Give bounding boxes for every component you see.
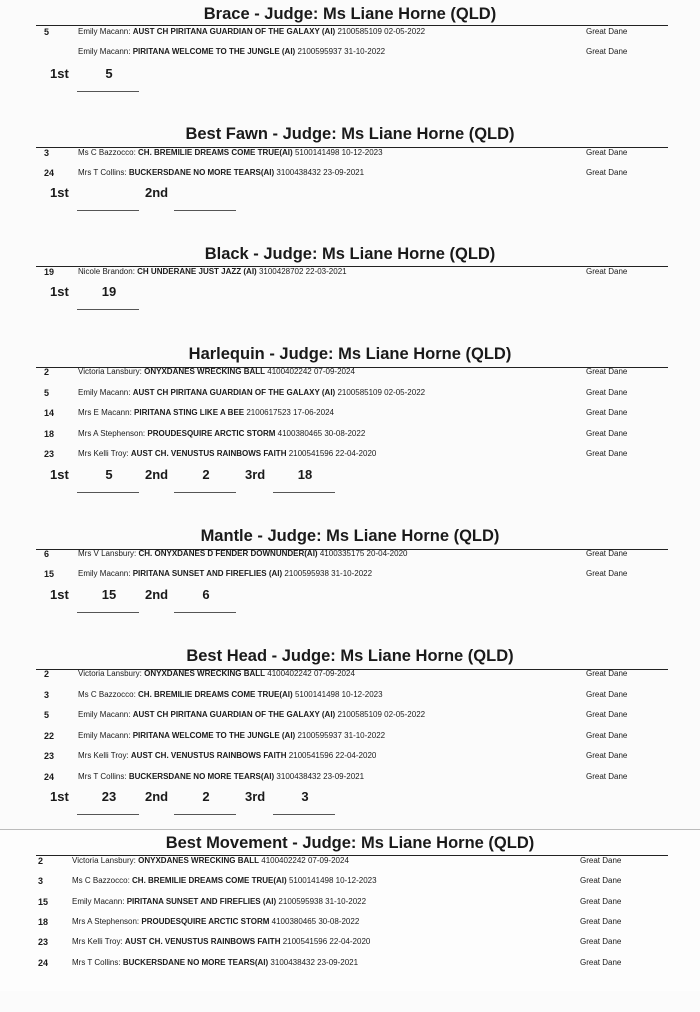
dog-name: AUST CH. VENUSTUS RAINBOWS FAITH [130, 751, 287, 760]
catalogue-number: 19 [44, 267, 55, 277]
exhibitor-name: Mrs V Lansbury: [78, 549, 137, 558]
exhibitor-name: Mrs T Collins: [72, 957, 121, 967]
catalogue-number: 5 [44, 387, 50, 398]
breed-label: Great Dane [586, 168, 628, 177]
placing-underline [77, 91, 139, 92]
exhibitor-name: Emily Macann: [78, 47, 131, 56]
placing-label: 1st [50, 789, 69, 804]
entry-details [72, 894, 366, 910]
catalogue-number: 2 [44, 367, 50, 377]
exhibitor-name: Mrs A Stephenson: [72, 916, 140, 926]
breed-label: Great Dane [586, 569, 628, 578]
placings-row [0, 786, 700, 808]
class-section [0, 343, 700, 523]
catalogue-number: 18 [38, 916, 49, 927]
catalogue-number: 23 [38, 937, 49, 948]
breed-label: Great Dane [586, 47, 628, 56]
class-title: Black - Judge: Ms Liane Horne (QLD) [204, 245, 496, 263]
placings-row [0, 63, 700, 85]
entry-details [78, 44, 385, 60]
entry-details [78, 385, 425, 401]
entry-row [0, 687, 700, 703]
breed-label: Great Dane [586, 549, 628, 558]
entry-details [78, 566, 372, 582]
placing-value: 19 [101, 284, 117, 299]
registration-details: 2100595937 31-10-2022 [297, 47, 386, 56]
dog-name: BUCKERSDANE NO MORE TEARS(AI) [128, 771, 275, 781]
catalogue-number: 6 [44, 549, 50, 559]
breed-label: Great Dane [586, 689, 628, 699]
catalogue-number: 3 [44, 689, 50, 700]
exhibitor-name: Emily Macann: [72, 896, 125, 906]
entry-row [0, 385, 700, 401]
registration-details: 3100428702 22-03-2021 [258, 267, 347, 276]
entry-details [78, 426, 365, 442]
placing-value: 6 [202, 587, 210, 602]
dog-name: ONYXDANES WRECKING BALL [138, 856, 260, 865]
catalogue-number: 5 [44, 710, 50, 720]
exhibitor-name: Emily Macann: [78, 730, 131, 740]
placing-value: 18 [297, 467, 313, 482]
breed-label: Great Dane [586, 710, 628, 719]
dog-name: BUCKERSDANE NO MORE TEARS(AI) [122, 957, 269, 967]
catalogue-number: 14 [44, 408, 55, 418]
breed-label: Great Dane [580, 957, 622, 967]
catalogue-number: 24 [44, 771, 55, 782]
entry-details [78, 446, 376, 462]
entry-details [78, 666, 355, 682]
registration-details: 5100141498 10-12-2023 [294, 148, 383, 157]
entry-row [0, 873, 694, 889]
placing-underline [174, 814, 236, 815]
exhibitor-name: Mrs T Collins: [78, 168, 127, 177]
placing-underline [174, 210, 236, 211]
exhibitor-name: Mrs A Stephenson: [78, 428, 146, 438]
breed-label: Great Dane [586, 387, 628, 397]
placing-value: 2 [202, 789, 210, 804]
registration-details: 4100335175 20-04-2020 [319, 549, 408, 558]
entry-details [78, 748, 376, 764]
dog-name: PIRITANA STING LIKE A BEE [134, 408, 245, 417]
entry-details [72, 853, 349, 869]
dog-name: PIRITANA SUNSET AND FIREFLIES (AI) [126, 896, 277, 906]
placing-label: 1st [50, 66, 69, 81]
catalogue-number: 18 [44, 428, 55, 439]
placings-row [0, 182, 700, 204]
entry-row [0, 405, 700, 421]
exhibitor-name: Emily Macann: [78, 387, 131, 397]
entry-details [78, 546, 407, 562]
dog-name: CH UNDERANE JUST JAZZ (AI) [137, 267, 257, 276]
catalogue-number: 3 [38, 876, 44, 887]
registration-details: 2100585109 02-05-2022 [337, 387, 426, 397]
placing-underline [77, 492, 139, 493]
breed-label: Great Dane [586, 771, 628, 781]
placing-value: 5 [105, 467, 113, 482]
catalogue-number: 2 [44, 669, 50, 679]
exhibitor-name: Mrs T Collins: [78, 771, 127, 781]
placing-label: 1st [50, 587, 69, 602]
class-title: Best Fawn - Judge: Ms Liane Horne (QLD) [185, 125, 515, 143]
catalogue-number: 22 [44, 730, 55, 741]
entry-details [72, 873, 377, 889]
entry-details [72, 934, 370, 950]
breed-label: Great Dane [586, 669, 628, 678]
entry-row [0, 955, 694, 971]
placing-value: 23 [101, 789, 117, 804]
entry-row [0, 894, 694, 910]
exhibitor-name: Nicole Brandon: [78, 267, 135, 276]
dog-name: PROUDESQUIRE ARCTIC STORM [141, 916, 270, 926]
dog-name: AUST CH. VENUSTUS RAINBOWS FAITH [124, 937, 281, 947]
exhibitor-name: Mrs E Macann: [78, 408, 132, 417]
placing-underline [77, 814, 139, 815]
dog-name: CH. BREMILIE DREAMS COME TRUE(AI) [138, 148, 293, 157]
breed-label: Great Dane [586, 408, 628, 417]
registration-details: 5100141498 10-12-2023 [294, 689, 383, 699]
registration-details: 2100595937 31-10-2022 [297, 730, 386, 740]
entry-row [0, 145, 700, 161]
breed-label: Great Dane [586, 148, 628, 157]
placing-underline [273, 814, 335, 815]
entry-row [0, 364, 700, 380]
registration-details: 2100595938 31-10-2022 [284, 569, 373, 578]
registration-details: 2100541596 22-04-2020 [282, 937, 371, 947]
catalogue-number: 15 [44, 569, 55, 579]
entry-row [0, 728, 700, 744]
placing-label: 2nd [145, 587, 169, 602]
breed-label: Great Dane [586, 751, 628, 760]
entry-row [0, 165, 700, 181]
registration-details: 4100380465 30-08-2022 [271, 916, 360, 926]
breed-label: Great Dane [580, 916, 622, 926]
entry-details [78, 24, 425, 40]
exhibitor-name: Victoria Lansbury: [78, 669, 142, 678]
placings-row [0, 464, 700, 486]
placing-label: 2nd [145, 789, 169, 804]
entry-row [0, 748, 700, 764]
registration-details: 2100585109 02-05-2022 [337, 710, 426, 719]
placing-underline [77, 612, 139, 613]
dog-name: CH. BREMILIE DREAMS COME TRUE(AI) [132, 876, 287, 886]
breed-label: Great Dane [580, 937, 622, 947]
exhibitor-name: Mrs Kelli Troy: [78, 449, 129, 458]
placing-label: 2nd [145, 467, 169, 482]
entry-row [0, 914, 694, 930]
dog-name: ONYXDANES WRECKING BALL [144, 669, 266, 678]
entry-row [0, 446, 700, 462]
class-title: Mantle - Judge: Ms Liane Horne (QLD) [200, 527, 500, 545]
entry-row [0, 769, 700, 785]
entry-details [78, 264, 347, 280]
registration-details: 2100541596 22-04-2020 [288, 751, 377, 760]
placing-underline [273, 492, 335, 493]
entry-details [78, 364, 355, 380]
entry-row [0, 264, 700, 280]
dog-name: CH. BREMILIE DREAMS COME TRUE(AI) [138, 689, 293, 699]
dog-name: AUST CH PIRITANA GUARDIAN OF THE GALAXY (AI) [132, 710, 336, 719]
entry-details [78, 707, 425, 723]
dog-name: BUCKERSDANE NO MORE TEARS(AI) [128, 168, 275, 177]
class-section [0, 832, 700, 1012]
breed-label: Great Dane [586, 367, 628, 376]
entry-row [0, 934, 694, 950]
entry-row [0, 44, 700, 60]
catalogue-number: 24 [38, 957, 49, 968]
entry-row [0, 666, 700, 682]
catalogue-number: 23 [44, 751, 55, 761]
entry-details [78, 145, 383, 161]
exhibitor-name: Emily Macann: [78, 27, 131, 36]
placing-label: 1st [50, 284, 69, 299]
dog-name: CH. ONYXDANES D FENDER DOWNUNDER(AI) [138, 549, 318, 558]
breed-label: Great Dane [586, 27, 628, 36]
breed-label: Great Dane [586, 449, 628, 458]
breed-label: Great Dane [580, 856, 622, 865]
dog-name: AUST CH PIRITANA GUARDIAN OF THE GALAXY (AI) [132, 27, 336, 36]
catalogue-number: 24 [44, 168, 55, 178]
registration-details: 2100595938 31-10-2022 [278, 896, 367, 906]
entry-details [78, 405, 334, 421]
exhibitor-name: Mrs Kelli Troy: [78, 751, 129, 760]
breed-label: Great Dane [580, 896, 622, 906]
exhibitor-name: Emily Macann: [78, 710, 131, 719]
placing-value: 3 [301, 789, 309, 804]
catalogue-number: 2 [38, 856, 44, 866]
class-title: Brace - Judge: Ms Liane Horne (QLD) [203, 5, 497, 23]
entry-details [72, 955, 358, 971]
placings-row [0, 584, 700, 606]
dog-name: PROUDESQUIRE ARCTIC STORM [147, 428, 276, 438]
class-title: Best Head - Judge: Ms Liane Horne (QLD) [186, 647, 514, 665]
registration-details: 3100438432 23-09-2021 [276, 168, 365, 177]
entry-row [0, 707, 700, 723]
registration-details: 3100438432 23-09-2021 [276, 771, 365, 781]
catalogue-number: 5 [44, 27, 50, 37]
placing-underline [77, 210, 139, 211]
registration-details: 2100541596 22-04-2020 [288, 449, 377, 458]
dog-name: PIRITANA WELCOME TO THE JUNGLE (AI) [132, 730, 296, 740]
placing-underline [174, 492, 236, 493]
class-title: Best Movement - Judge: Ms Liane Horne (QLD) [165, 834, 535, 852]
exhibitor-name: Emily Macann: [78, 569, 131, 578]
placing-label: 1st [50, 185, 69, 200]
entry-row [0, 24, 700, 40]
placings-row [0, 281, 700, 303]
exhibitor-name: Victoria Lansbury: [72, 856, 136, 865]
breed-label: Great Dane [586, 267, 628, 276]
dog-name: AUST CH PIRITANA GUARDIAN OF THE GALAXY (AI) [132, 387, 336, 397]
exhibitor-name: Ms C Bazzocco: [72, 876, 130, 886]
class-section [0, 645, 700, 825]
dog-name: ONYXDANES WRECKING BALL [144, 367, 266, 376]
registration-details: 4100402242 07-09-2024 [267, 367, 355, 376]
exhibitor-name: Mrs Kelli Troy: [72, 937, 123, 947]
entry-details [78, 687, 383, 703]
exhibitor-name: Ms C Bazzocco: [78, 148, 136, 157]
placing-underline [174, 612, 236, 613]
placing-label: 3rd [245, 467, 266, 482]
breed-label: Great Dane [580, 876, 622, 886]
entry-row [0, 853, 694, 869]
breed-label: Great Dane [586, 730, 628, 740]
entry-row [0, 426, 700, 442]
entry-row [0, 546, 700, 562]
registration-details: 4100402242 07-09-2024 [261, 856, 349, 865]
placing-value: 15 [101, 587, 117, 602]
class-title: Harlequin - Judge: Ms Liane Horne (QLD) [188, 345, 512, 363]
entry-details [78, 728, 385, 744]
placing-value: 5 [105, 66, 113, 81]
catalogue-number: 15 [38, 896, 49, 907]
registration-details: 4100402242 07-09-2024 [267, 669, 355, 678]
placing-label: 3rd [245, 789, 266, 804]
registration-details: 3100438432 23-09-2021 [270, 957, 359, 967]
catalogue-number: 23 [44, 449, 55, 459]
catalogue-number: 3 [44, 148, 50, 158]
entry-details [78, 769, 364, 785]
entry-details [78, 165, 364, 181]
exhibitor-name: Ms C Bazzocco: [78, 689, 136, 699]
entry-row [0, 566, 700, 582]
placing-label: 2nd [145, 185, 169, 200]
placing-label: 1st [50, 467, 69, 482]
registration-details: 2100617523 17-06-2024 [246, 408, 334, 417]
breed-label: Great Dane [586, 428, 628, 438]
exhibitor-name: Victoria Lansbury: [78, 367, 142, 376]
dog-name: PIRITANA WELCOME TO THE JUNGLE (AI) [132, 47, 296, 56]
registration-details: 2100585109 02-05-2022 [337, 27, 426, 36]
placing-value: 2 [202, 467, 210, 482]
dog-name: AUST CH. VENUSTUS RAINBOWS FAITH [130, 449, 287, 458]
dog-name: PIRITANA SUNSET AND FIREFLIES (AI) [132, 569, 283, 578]
registration-details: 4100380465 30-08-2022 [277, 428, 366, 438]
entry-details [72, 914, 359, 930]
registration-details: 5100141498 10-12-2023 [288, 876, 377, 886]
placing-underline [77, 309, 139, 310]
